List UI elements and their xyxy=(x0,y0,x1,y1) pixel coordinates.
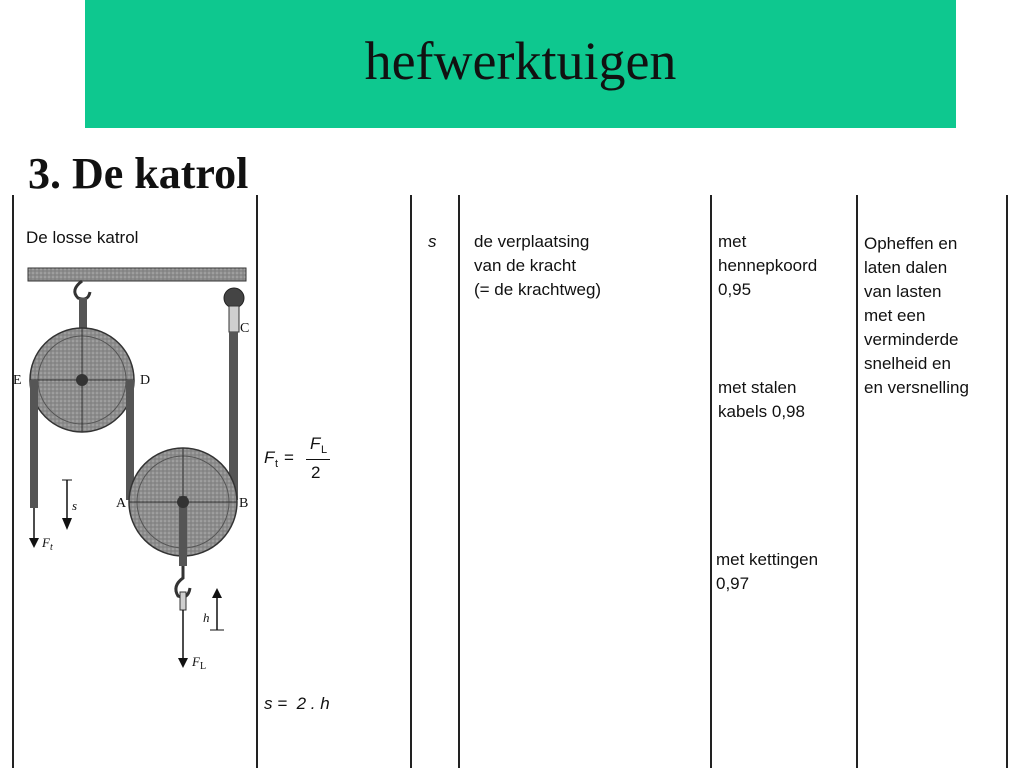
efficiency-chain: met kettingen 0,97 xyxy=(716,550,819,593)
efficiency-steel: met stalen kabels 0,98 xyxy=(718,378,805,421)
label-e: E xyxy=(13,373,22,388)
label-h: h xyxy=(203,610,210,625)
label-b: B xyxy=(239,496,249,511)
fl-arrowhead xyxy=(178,658,188,668)
purpose: Opheffen en laten dalen van lasten met een verminderde snelheid en en versnelling xyxy=(864,234,969,397)
label-a: A xyxy=(116,496,127,511)
label-s: s xyxy=(72,498,78,513)
section-heading: 3. De katrol xyxy=(28,149,249,198)
pulley-diagram xyxy=(0,0,256,700)
slide-title: hefwerktuigen xyxy=(364,31,677,91)
h-arrowhead xyxy=(212,588,222,598)
top-pulley-hub xyxy=(76,374,88,386)
fraction-bar xyxy=(306,459,330,460)
efficiency-hemp: met hennepkoord 0,95 xyxy=(718,232,818,299)
label-fl: $F_L$ xyxy=(192,654,207,672)
s-arrowhead xyxy=(62,518,72,530)
symbol-s: s xyxy=(428,232,437,251)
ceiling-beam xyxy=(28,268,246,281)
ceiling-hook xyxy=(75,281,90,299)
table-divider-5 xyxy=(856,195,858,768)
force-formula: F t = F L 2 xyxy=(262,440,352,490)
label-c: C xyxy=(240,321,250,336)
table-divider-1 xyxy=(256,195,258,768)
label-d: D xyxy=(140,373,151,388)
rope-left xyxy=(30,380,38,508)
label-ft: $F_t$ xyxy=(42,535,53,553)
table-divider-3 xyxy=(458,195,460,768)
table-divider-2 xyxy=(410,195,412,768)
load-shackle xyxy=(180,592,186,610)
ft-arrowhead xyxy=(29,538,39,548)
diagram-caption: De losse katrol xyxy=(26,228,139,247)
table-border-right xyxy=(1006,195,1008,768)
loose-pulley-hub xyxy=(177,496,189,508)
description: de verplaatsing van de kracht (= de krachtweg) xyxy=(474,232,602,299)
anchor-c xyxy=(224,288,244,308)
table-divider-4 xyxy=(710,195,712,768)
anchor-shackle xyxy=(229,306,239,332)
distance-formula: s = 2 . h xyxy=(264,694,330,713)
